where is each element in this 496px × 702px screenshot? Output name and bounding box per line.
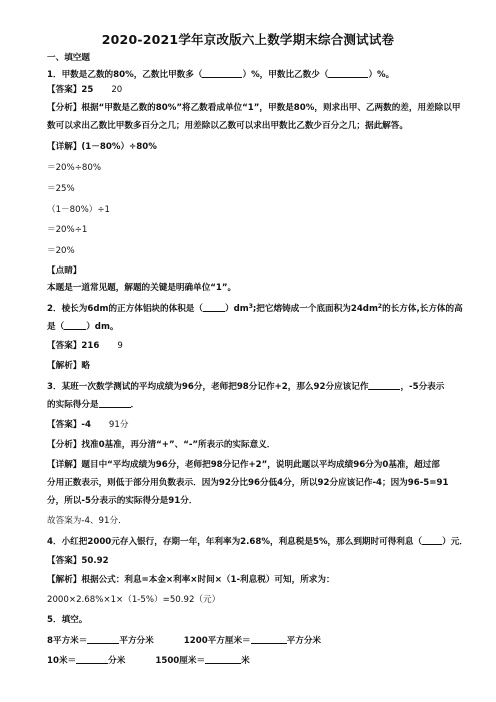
answer-line: 【答案】216 9 xyxy=(47,341,123,351)
answer-blank xyxy=(205,655,241,664)
calc-line: ＝25% xyxy=(47,184,75,194)
answer-blank xyxy=(328,69,368,78)
detail-line: 分用正数表示，则低于部分用负数表示．因为92分比96分低4分，所以92分应该记作-4；因为96-5=91 xyxy=(47,478,449,488)
answer-blank xyxy=(251,635,287,644)
answer-blank xyxy=(422,536,442,545)
answer-blank xyxy=(368,381,400,390)
calc-line: ＝20%÷80% xyxy=(47,163,101,173)
section-heading: 一、填空题 xyxy=(47,53,90,63)
detail-line: 【详解】题目中“平均成绩为96分，老师把98分记作+2”，说明此题以平均成绩96分为0基准，超过部 xyxy=(47,460,440,470)
answer-line: 【答案】-4 91分 xyxy=(47,420,129,430)
question-3-cont: 的实际得分是 ． xyxy=(47,400,140,410)
page-title: 2020-2021学年京改版六上数学期末综合测试试卷 xyxy=(101,32,395,47)
question-3: 3．某班一次数学测试的平均成绩为96分，老师把98分记作+2，那么92分应该记作 ，-5分表示 xyxy=(47,382,445,392)
answer-blank xyxy=(203,303,225,312)
comment-label: 【点睛】 xyxy=(47,266,82,276)
answer-line: 【答案】25 20 xyxy=(47,85,123,95)
answer-blank xyxy=(87,635,119,644)
question-2-cont: 是（ ）dm。 xyxy=(47,322,119,332)
detail-line: 分，所以-5分表示的实际得分是91分． xyxy=(47,496,198,506)
answer-line: 【答案】50.92 xyxy=(47,556,109,566)
question-5: 5．填空。 xyxy=(47,615,88,625)
analysis-line: 数可以求出乙数比甲数多百分之几；用差除以乙数可以求出甲数比乙数少百分之几；据此解答。 xyxy=(47,121,408,131)
calc-line: 2000×2.68%×1×（1-5%）=50.92（元） xyxy=(47,595,221,605)
question-2: 2．棱长为6dm的正方体铝块的体积是（ ）$dm^3$;把它熔铸成一个底面积为$24dm^2$的长方体,长方体的高 xyxy=(47,303,463,314)
calc-line: ＝20% xyxy=(47,246,75,256)
detail-line: 【详解】(1－80%）÷80% xyxy=(47,142,157,152)
answer-blank xyxy=(202,69,242,78)
answer-blank xyxy=(76,655,108,664)
answer-blank xyxy=(99,399,131,408)
answer-blank xyxy=(64,321,86,330)
conclusion-line: 故答案为-4、91分． xyxy=(47,516,127,526)
analysis-line: 【分析】根据“甲数是乙数的80%”将乙数看成单位“1”，甲数是80%，则求出甲、乙两数的差，用差除以甲 xyxy=(47,103,461,113)
calc-line: ＝20%÷1 xyxy=(47,225,88,235)
analysis-line: 【解析】略 xyxy=(47,361,90,371)
analysis-line: 【解析】根据公式：利息=本金×利率×时间×（1-利息税）可知，所求为： xyxy=(47,575,335,585)
question-4: 4．小红把2000元存入银行，存期一年，年利率为2.68%，利息税是5%，那么到期时可得利息（ ）元． xyxy=(47,537,468,547)
question-1: 1．甲数是乙数的80%，乙数比甲数多（ ）%，甲数比乙数少（ ）%。 xyxy=(47,70,395,80)
analysis-line: 【分析】找准0基准，再分清“+”、“-”所表示的实际意义． xyxy=(47,440,276,450)
fill-row: 8平方米＝ 平方分米 1200平方厘米＝ 平方分米 xyxy=(47,636,322,646)
calc-line: （1－80%）÷1 xyxy=(47,205,111,215)
comment-line: 本题是一道常见题，解题的关键是明确单位“1”。 xyxy=(47,283,237,293)
fill-row: 10米＝ 分米 1500厘米＝ 米 xyxy=(47,656,250,666)
